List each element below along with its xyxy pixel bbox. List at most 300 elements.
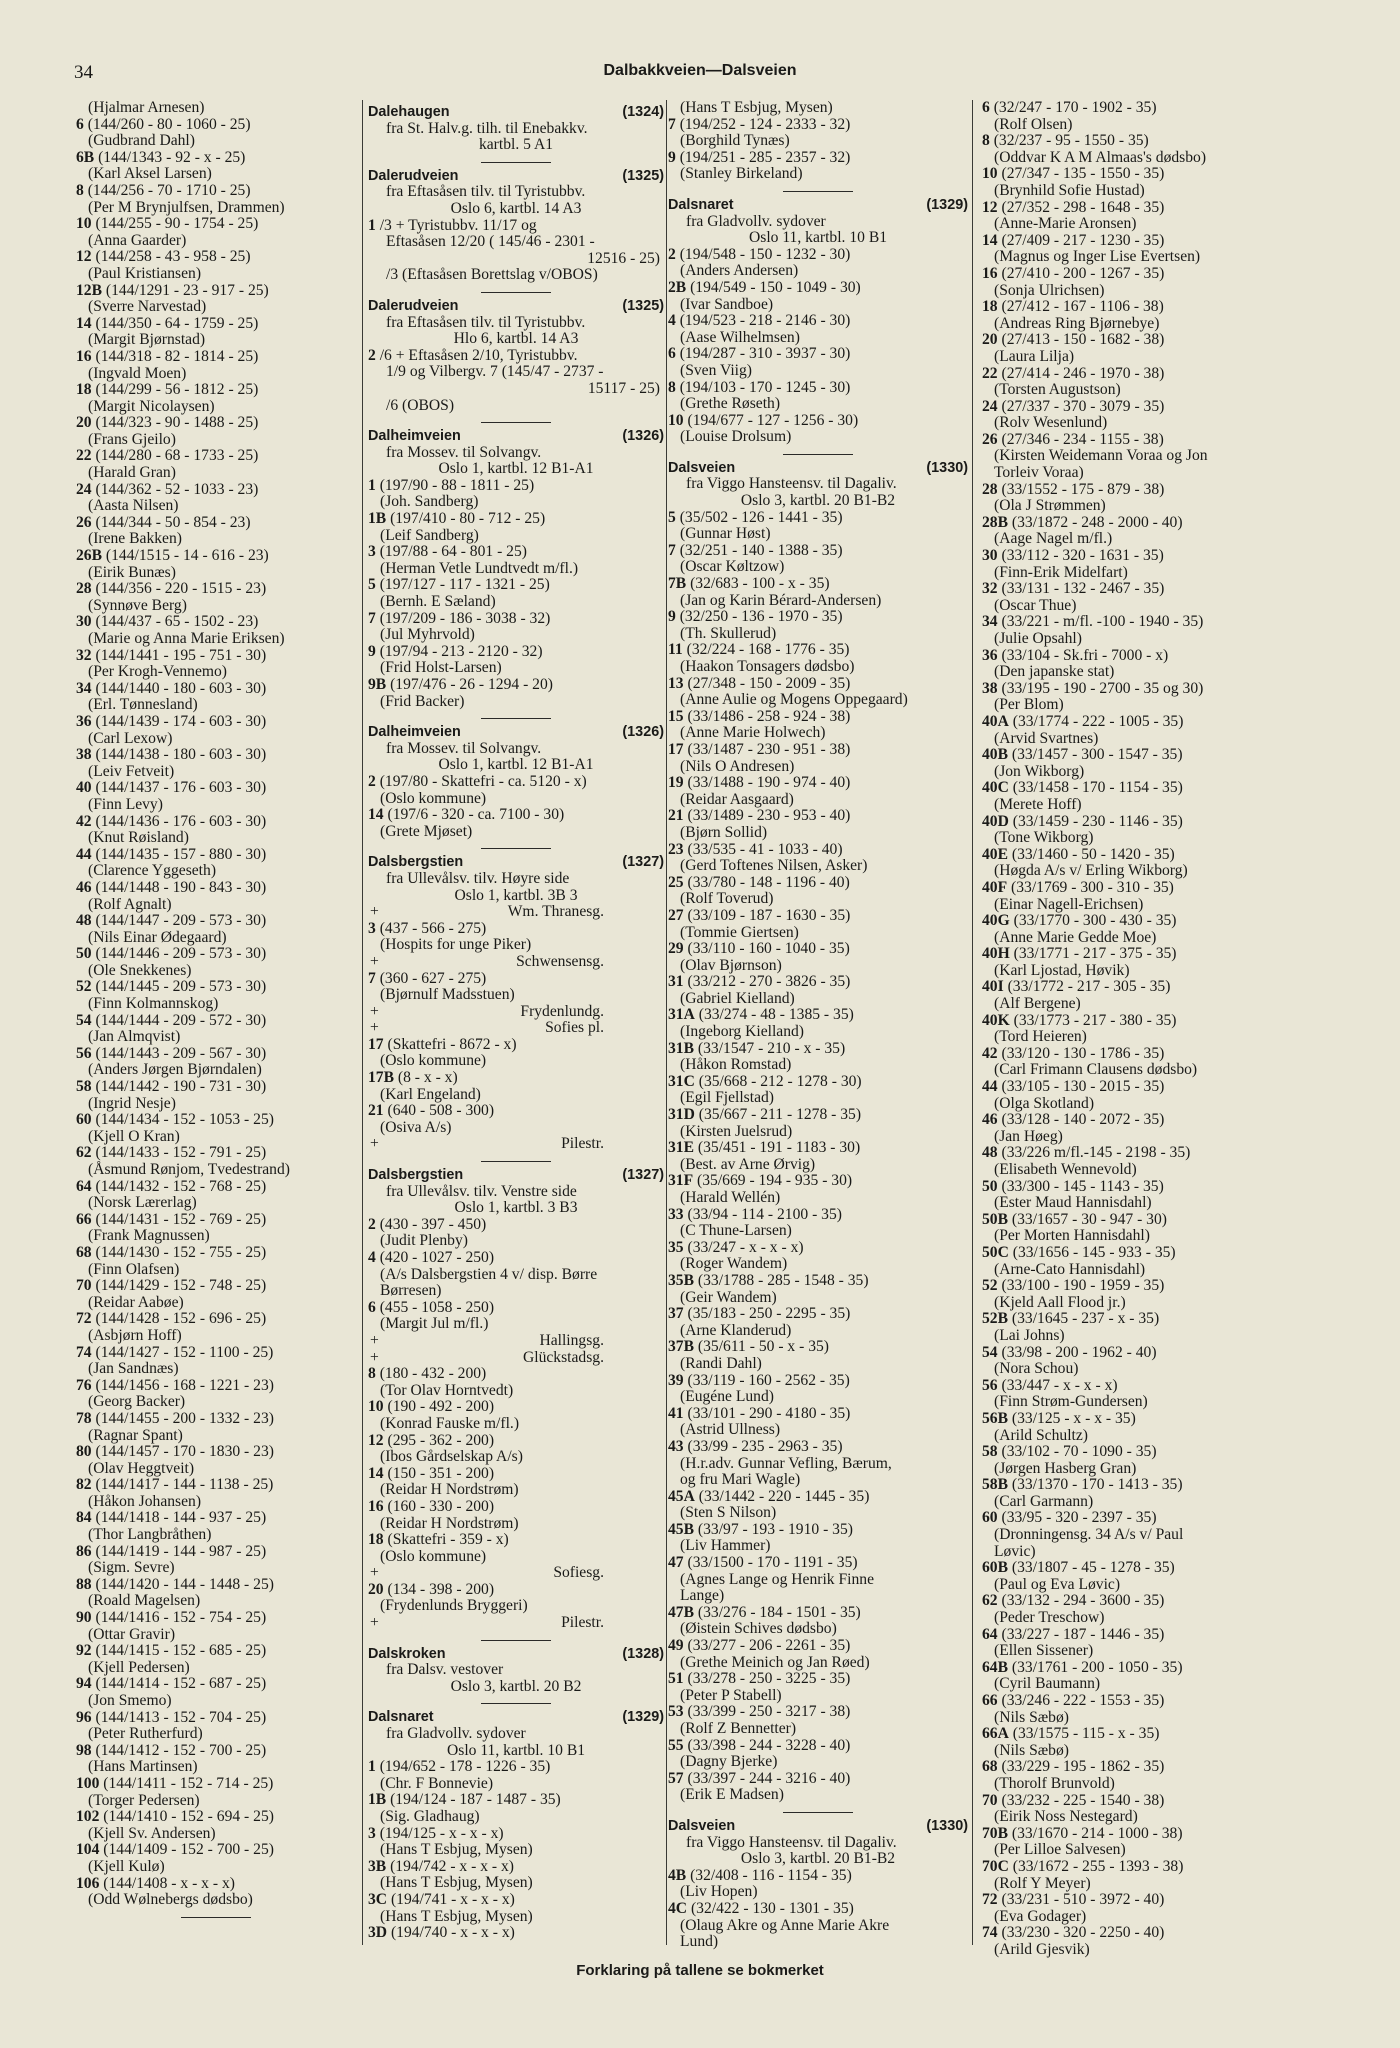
address-entry [668,1868,968,1885]
address-entry [982,1378,1294,1395]
cross-street-icon: + [370,1614,379,1632]
address-entry [76,1776,356,1793]
property-details: (Skattefri - 359 - x) [387,1531,509,1549]
owner-name: (Irene Bakken) [88,530,182,548]
owner-name: (Jan Sandnæs) [88,1360,179,1378]
owner-name: (Synnøve Berg) [88,596,187,614]
property-details: (194/252 - 124 - 2333 - 32) [679,115,851,133]
owner-name: (Carl Garmann) [994,1492,1094,1510]
property-details: (33/300 - 145 - 1143 - 35) [1001,1177,1164,1195]
house-number: 58B [982,1476,1008,1494]
property-details: (197/410 - 80 - 712 - 25) [390,510,546,528]
house-number: 36 [982,646,998,664]
owner-name: (Anne Aulie og Mogens Oppegaard) [680,691,908,709]
cross-street-name: Hallingsg. [539,1331,604,1349]
owner-name: (Hans T Esbjug, Mysen) [380,1874,533,1892]
owner-name: (Kjell Pedersen) [88,1658,190,1676]
house-number: 102 [76,1808,100,1826]
owner-name: (Arvid Svartnes) [994,729,1099,747]
property-details: (32/247 - 170 - 1902 - 35) [993,99,1157,116]
house-number: 56B [982,1409,1008,1427]
owner-name: (Georg Backer) [88,1393,186,1411]
address-entry [76,1212,356,1229]
owner-name: (Cyril Baumann) [994,1675,1101,1693]
house-number: 12 [368,1431,384,1449]
cross-street-name: Sofies pl. [545,1019,604,1037]
property-details: (33/110 - 160 - 1040 - 35) [687,940,850,958]
property-details: (144/1436 - 176 - 603 - 30) [95,812,267,830]
property-details: (27/347 - 135 - 1550 - 35) [1001,165,1165,183]
property-details: (197/6 - 320 - ca. 7100 - 30) [387,806,565,824]
property-details: (33/1489 - 230 - 953 - 40) [687,807,851,825]
owner-name: (Frid Backer) [380,692,465,710]
property-details: (33/1488 - 190 - 974 - 40) [687,774,851,792]
owner-name: (Kjell Kulø) [88,1857,165,1875]
owner-name: (Arne Klanderud) [680,1321,792,1339]
address-entry [368,1433,664,1450]
address-entry [76,1544,356,1561]
address-entry [668,1107,968,1124]
house-number: 31B [668,1039,694,1057]
address-entry [668,842,968,859]
address-entry [668,775,968,792]
address-entry [982,166,1294,183]
address-entry [668,1240,968,1257]
owner-name: (Frank Magnussen) [88,1227,210,1245]
street-code: (1328) [622,1645,664,1662]
address-entry [76,780,356,797]
owner-name: (Finn-Erik Midelfart) [994,563,1128,581]
property-details: (33/1761 - 200 - 1050 - 35) [1011,1658,1183,1676]
property-details: (197/88 - 64 - 801 - 25) [379,543,527,561]
address-entry [76,349,356,366]
address-entry [982,515,1294,532]
house-number: 106 [76,1874,100,1892]
owner-name: (Chr. F Bonnevie) [380,1774,494,1792]
address-entry [668,1638,968,1655]
street-description: Oslo 3, kartbl. 20 B2 [450,1677,582,1695]
house-number: 9 [368,642,376,660]
house-number: 4B [668,1866,687,1884]
address-entry [982,1560,1294,1577]
house-number: 50B [982,1210,1008,1228]
address-entry [368,1466,664,1483]
owner-name: (Peter Rutherfurd) [88,1725,203,1743]
street-description: Oslo 1, kartbl. 12 B1-A1 [438,756,594,774]
property-details: (27/414 - 246 - 1970 - 38) [1001,364,1165,382]
address-entry [982,1013,1294,1030]
owner-name: (Ola J Strømmen) [994,497,1106,515]
property-details: (455 - 1058 - 250) [379,1298,495,1316]
house-number: 22 [982,364,998,382]
address-entry [982,681,1294,698]
house-number: 39 [668,1371,684,1389]
house-number: 31E [668,1139,694,1157]
property-details: (144/280 - 68 - 1733 - 25) [95,447,259,465]
street-description: Oslo 3, kartbl. 20 B1-B2 [740,1850,896,1868]
house-number: 40E [982,845,1008,863]
street-heading [368,168,664,185]
house-number: 40 [76,779,92,797]
property-details: (33/276 - 184 - 1501 - 35) [697,1603,861,1621]
address-entry [76,117,356,134]
house-number: 21 [368,1102,384,1120]
property-details: (33/125 - x - x - 35) [1011,1409,1136,1427]
address-entry [76,548,356,565]
cross-street-icon: + [370,1331,379,1349]
house-number: 88 [76,1575,92,1593]
house-number: 33 [668,1205,684,1223]
property-details: (144/1443 - 209 - 567 - 30) [95,1044,267,1062]
owner-name: (Harald Wellén) [680,1189,781,1206]
house-number: 1B [368,510,387,528]
house-number: 11 [668,641,683,659]
address-entry [668,1605,968,1622]
house-number: 7 [368,969,376,987]
property-details: (33/94 - 114 - 2100 - 35) [687,1205,842,1223]
house-number: 64 [982,1625,998,1643]
address-entry [982,548,1294,565]
address-entry [76,1013,356,1030]
address-entry [368,921,664,938]
property-details: (27/348 - 150 - 2009 - 35) [687,674,851,692]
address-entry [368,1300,664,1317]
cross-street-icon: + [370,1135,379,1153]
property-details: (33/119 - 160 - 2562 - 35) [687,1371,850,1389]
owner-name: (Karl Engeland) [380,1085,481,1103]
owner-name: (Reidar Aasgaard) [680,790,794,808]
property-details: (33/95 - 320 - 2397 - 35) [1001,1509,1157,1527]
house-number: 4 [368,1249,376,1266]
address-entry [982,432,1294,449]
house-number: 40B [982,746,1008,764]
house-number: 78 [76,1409,92,1427]
owner-name: (Jan Almqvist) [88,1028,181,1046]
owner-name: (Oddvar K A M Almaas's dødsbo) [994,148,1207,166]
address-entry [668,808,968,825]
owner-name: (Erik E Madsen) [680,1786,784,1804]
house-number: 2 [368,1215,376,1233]
house-number: 56 [76,1044,92,1062]
property-details: (150 - 351 - 200) [387,1464,495,1482]
house-number: 29 [668,940,684,958]
owner-name: (Nils Einar Ødegaard) [88,928,227,946]
cross-street [368,1350,664,1367]
house-number: 16 [982,264,998,282]
address-entry [368,1759,664,1776]
address-entry [982,1179,1294,1196]
owner-name: (Anders Andersen) [680,262,799,280]
address-entry [668,346,968,363]
owner-name: (Frid Holst-Larsen) [380,659,502,677]
property-details: (144/356 - 220 - 1515 - 23) [95,580,267,598]
address-entry [368,1103,664,1120]
owner-name: (Sig. Gladhaug) [380,1808,480,1825]
property-details: (33/1656 - 145 - 933 - 35) [1012,1243,1176,1261]
owner-name: (Nils Sæbø) [994,1708,1069,1726]
property-details: (144/1416 - 152 - 754 - 25) [95,1609,267,1627]
property-details: (180 - 432 - 200) [379,1365,487,1383]
house-number: 90 [76,1609,92,1627]
cross-street-icon: + [370,1348,379,1366]
street-description: fra Gladvollv. sydover [386,1725,526,1743]
owner-name: (Eirik Bunæs) [88,563,176,581]
house-number: 46 [982,1111,998,1129]
property-details: (144/1439 - 174 - 603 - 30) [95,712,267,730]
footer-note: Forklaring på tallene se bokmerket [576,1962,824,1979]
owner-name: (Eva Godager) [994,1907,1087,1925]
street-code: (1326) [622,724,664,741]
house-number: 1 [368,216,376,234]
owner-name: (Ibos Gårdselskap A/s) [380,1448,523,1466]
owner-name: (Finn Strøm-Gundersen) [994,1393,1148,1411]
house-number: 6 [76,115,84,133]
property-details: (144/323 - 90 - 1488 - 25) [95,414,259,432]
house-number: 28 [982,480,998,498]
address-entry [982,233,1294,250]
owner-name: Lange) [680,1587,725,1605]
owner-name: (Hans T Esbjug, Mysen) [380,1907,533,1925]
property-details: (194/125 - x - x - x) [379,1824,504,1842]
street-name: Dalerudveien [368,167,459,184]
property-details: (197/209 - 186 - 3038 - 32) [379,609,551,627]
address-entry [982,1245,1294,1262]
owner-name: (Anne-Marie Aronsen) [994,215,1137,233]
address-entry [76,747,356,764]
address-entry [668,1771,968,1788]
owner-name: (Anders Jørgen Bjørndalen) [88,1061,262,1079]
address-entry [668,1273,968,1290]
house-number: 13 [668,674,684,692]
address-entry [668,1339,968,1356]
owner-name: (Anna Gaarder) [88,231,187,249]
owner-name: (Ingeborg Kielland) [680,1023,804,1041]
property-details: (194/652 - 178 - 1226 - 35) [379,1758,551,1776]
house-number: 12B [76,281,102,299]
owner-name: (Hans Martinsen) [88,1758,198,1776]
house-number: 70C [982,1857,1009,1875]
owner-name: (Tord Heieren) [994,1028,1087,1046]
section-separator [481,1703,551,1704]
owner-name: (Grete Mjøset) [380,822,473,840]
address-entry [368,478,664,495]
house-number: 23 [668,840,684,858]
street-code: (1327) [622,854,664,871]
address-entry [668,1439,968,1456]
house-number: 47 [668,1554,684,1572]
owner-name: (Odd Wølnebergs dødsbo) [88,1891,253,1909]
house-number: 38 [982,679,998,697]
owner-name: (Høgda A/s v/ Erling Wikborg) [994,862,1188,880]
house-number: 48 [76,912,92,930]
address-entry [368,1399,664,1416]
house-number: 96 [76,1708,92,1726]
owner-name: (Hospits for unge Piker) [380,936,532,954]
owner-name: (Nils Sæbø) [994,1741,1069,1759]
columns [0,99,1400,1958]
address-entry [668,1522,968,1539]
house-number: 40C [982,779,1009,797]
address-entry [76,448,356,465]
owner-name: (Bjørnulf Madsstuen) [380,986,515,1004]
address-entry [668,908,968,925]
owner-name: (Gunnar Høst) [680,525,771,543]
owner-name: (Anne Marie Holwech) [680,724,826,742]
property-details: (194/742 - x - x - x) [390,1857,514,1875]
property-details: (32/683 - 100 - x - 35) [690,575,830,593]
owner-name: (Geir Wandem) [680,1288,777,1306]
owner-name: (Eirik Noss Nestegard) [994,1808,1138,1826]
property-details: (144/318 - 82 - 1814 - 25) [95,347,259,365]
street-description: Eftasåsen 12/20 ( 145/46 - 2301 - [386,233,595,251]
property-details: (144/1417 - 144 - 1138 - 25) [95,1476,274,1494]
address-entry [668,1007,968,1024]
owner-name: (Jørgen Hasberg Gran) [994,1459,1137,1477]
house-number: 40I [982,978,1004,996]
address-entry [982,1345,1294,1362]
house-number: 74 [982,1924,998,1942]
owner-name: (Knut Røisland) [88,829,189,847]
property-details: (32/422 - 130 - 1301 - 35) [690,1899,854,1917]
address-entry [368,1792,664,1809]
property-details: (33/212 - 270 - 3826 - 35) [687,973,851,991]
cross-street-name: Wm. Thranesg. [507,903,604,921]
house-number: 66 [76,1210,92,1228]
house-number: 62 [982,1592,998,1610]
property-details: (144/1343 - 92 - x - 25) [98,148,246,166]
owner-name: (Frydenlunds Bryggeri) [380,1597,528,1615]
property-details: (144/1414 - 152 - 687 - 25) [95,1675,267,1693]
address-entry [982,913,1294,930]
owner-name: (Clarence Yggeseth) [88,862,217,880]
house-number: 27 [668,906,684,924]
house-number: 53 [668,1703,684,1721]
property-details: (33/1672 - 255 - 1393 - 38) [1012,1857,1184,1875]
street-heading [368,1646,664,1663]
house-number: 28B [982,513,1008,531]
property-details: (144/1435 - 157 - 880 - 30) [95,845,267,863]
house-number: 10 [368,1398,384,1416]
address-entry [368,348,664,365]
owner-name: (Sverre Narvestad) [88,298,207,316]
property-details: (144/1446 - 209 - 573 - 30) [95,945,267,963]
owner-name: (Torsten Augustson) [994,381,1121,399]
house-number: 31D [668,1106,695,1124]
address-entry [982,266,1294,283]
address-entry [368,644,664,661]
owner-name: (Paul Kristiansen) [88,264,202,282]
address-entry [668,380,968,397]
house-number: 64 [76,1177,92,1195]
property-details: (144/1515 - 14 - 616 - 23) [105,547,269,565]
property-details: (33/1547 - 210 - x - 35) [697,1039,846,1057]
owner-name: (Arild Schultz) [994,1426,1088,1444]
owner-name: (Bernh. E Sæland) [380,593,496,611]
owner-name: (Rolf Toverud) [680,890,774,908]
property-details: (33/1486 - 258 - 924 - 38) [687,707,851,725]
property-details: (144/1291 - 23 - 917 - 25) [105,281,269,299]
property-details: (430 - 397 - 450) [379,1215,487,1233]
address-entry [982,1627,1294,1644]
owner-name: (Ivar Sandboe) [680,295,774,313]
address-entry [76,1378,356,1395]
section-separator [783,1812,853,1813]
property-details: (144/299 - 56 - 1812 - 25) [95,381,259,399]
property-details: (144/1434 - 152 - 1053 - 25) [95,1111,274,1129]
street-description: Oslo 1, kartbl. 3B 3 [454,886,578,904]
owner-name: (Sigm. Sevre) [88,1559,175,1577]
cross-street-name: Sofiesg. [553,1564,604,1582]
owner-name: (Ragnar Spant) [88,1426,183,1444]
house-number: 10 [982,165,998,183]
property-details: (33/132 - 294 - 3600 - 35) [1001,1592,1165,1610]
street-description: fra Mossev. til Solvangv. [386,443,542,461]
address-entry [368,1582,664,1599]
owner-name: (Ingvald Moen) [88,364,187,382]
address-entry [76,1676,356,1693]
property-details: (144/1408 - x - x - x) [103,1874,235,1892]
owner-name: (Arild Gjesvik) [994,1940,1090,1958]
owner-name: (Andreas Ring Bjørnebye) [994,314,1160,332]
street-heading [368,854,664,871]
address-entry [982,1726,1294,1743]
property-details: (33/1457 - 300 - 1547 - 35) [1011,746,1183,764]
property-details: (144/1438 - 180 - 603 - 30) [95,746,267,764]
property-details: (33/195 - 190 - 2700 - 35 og 30) [1001,679,1204,697]
house-number: 58 [982,1443,998,1461]
street-name: Dalsnaret [668,196,734,213]
house-number: 5 [668,508,676,526]
property-details: (194/523 - 218 - 2146 - 30) [679,312,851,330]
cross-street-name: Pilestr. [561,1135,604,1153]
street-description: Hlo 6, kartbl. 14 A3 [453,330,579,348]
address-entry [982,648,1294,665]
owner-name: (Torger Pedersen) [88,1791,200,1809]
property-details: (32/250 - 136 - 1970 - 35) [679,608,843,626]
house-number: 31F [668,1172,694,1190]
house-number: 66A [982,1725,1009,1743]
street-description: fra Eftasåsen tilv. til Tyristubbv. [386,183,586,201]
address-entry [668,642,968,659]
owner-name: (Jan Høeg) [994,1127,1063,1145]
address-entry [668,1173,968,1190]
street-description: fra Ullevålsv. tilv. Venstre side [386,1182,577,1200]
property-details: (144/1428 - 152 - 696 - 25) [95,1310,267,1328]
address-entry [668,1489,968,1506]
owner-name: (Peter P Stabell) [680,1686,782,1704]
property-details: (144/1432 - 152 - 768 - 25) [95,1177,267,1195]
address-entry [668,313,968,330]
street-heading [668,1818,968,1835]
house-number: 60B [982,1559,1008,1577]
house-number: 24 [982,397,998,415]
owner-name: (Th. Skullerud) [680,624,777,642]
section-separator [181,1917,251,1918]
owner-name: (Borghild Tynæs) [680,132,790,150]
property-details: (197/94 - 213 - 2120 - 32) [379,642,543,660]
cross-street [368,954,664,971]
property-details: (33/277 - 206 - 2261 - 35) [687,1637,851,1655]
house-number: 18 [76,381,92,399]
property-details: (33/229 - 195 - 1862 - 35) [1001,1758,1165,1776]
address-entry [368,1037,664,1054]
property-details: (33/232 - 225 - 1540 - 38) [1001,1791,1165,1809]
owner-name: (Frans Gjeilo) [88,430,176,448]
owner-name: (Ellen Sissener) [994,1642,1094,1660]
owner-name: (Laura Lilja) [994,347,1075,365]
street-name: Dalerudveien [368,297,459,314]
owner-name: (Egil Fjellstad) [680,1089,774,1107]
